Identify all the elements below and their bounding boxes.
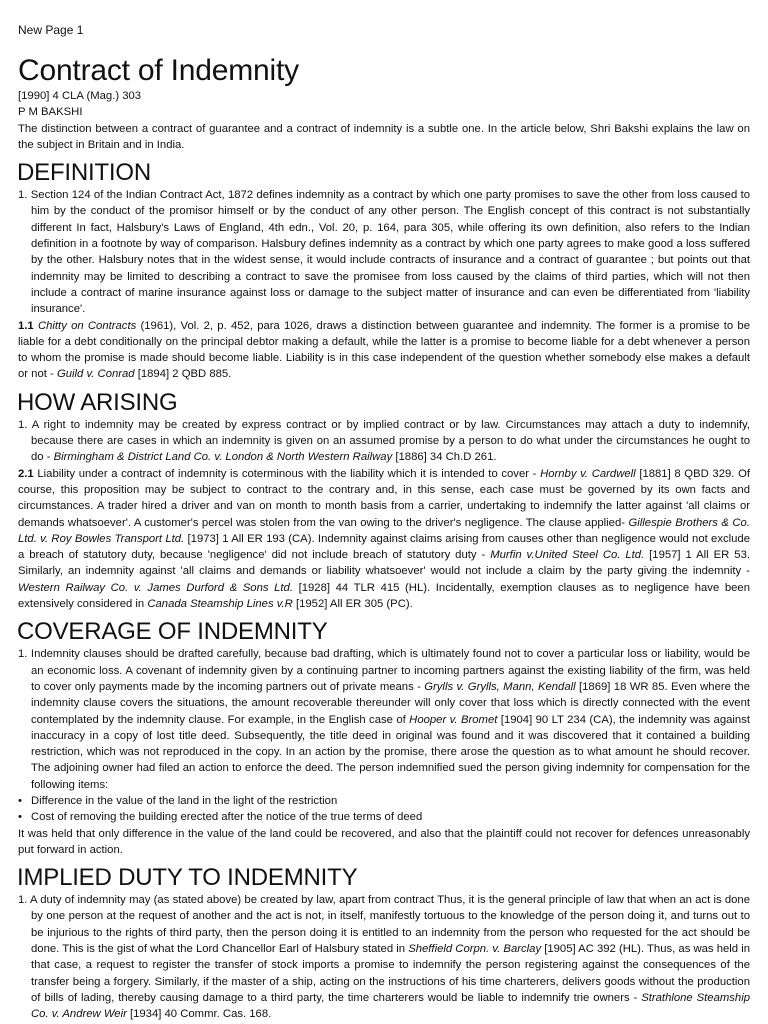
section-heading-definition: DEFINITION (17, 159, 151, 187)
case-citation: Guild v. Conrad (56, 368, 135, 381)
section-heading-how-arising: HOW ARISING (17, 388, 178, 416)
case-citation: Gillespie Brothers & Co. Ltd. v. Roy Bowles Transport Ltd. (18, 516, 750, 545)
citation: [1990] 4 CLA (Mag.) 303 (18, 90, 142, 102)
case-citation: Hornby v. Cardwell (540, 467, 636, 480)
article-title: Contract of Indemnity (18, 54, 299, 87)
subsection-number: 2.1 (18, 467, 34, 480)
paragraph-text: [1928] 44 TLR 415 (HL). Incidentally, exemption clauses as to negligence have been extensively considered in (18, 581, 750, 611)
case-citation: Strathlone Steamship Co. v. Andrew Weir (31, 991, 751, 1021)
paragraph-text: [1973] 1 All ER 193 (CA). Indemnity against claims arising from causes other than negligence would not exclude a breach of statutory duty, because 'negligence' did not include breach of statutory duty - (18, 532, 750, 562)
coverage-paragraph-1 (18, 646, 750, 793)
paragraph-text: (1961), Vol. 2, p. 452, para 1026, draws a distinction between guarantee and indemnity. The former is a promise to be liable for a debt conditionally on the principal debtor making a default, while the latter is a promise to become liable for a debt whenever a person to whom the promise is made should become liable. Liability is in this case independent of the question whether somebody else makes a default or not - (18, 319, 750, 381)
paragraph-text: 1. A right to indemnity may be created by express contract or by implied contract or by law. Circumstances may attach a duty to indemnify, because there are cases in which an indemnity is given on an assumed promise by a person to do what under the circumstances he ought to do - (18, 418, 750, 464)
case-citation: Chitty on Contracts (37, 319, 137, 332)
case-citation: Birmingham & District Land Co. v. London & North Western Railway (53, 451, 393, 464)
paragraph-text: [1934] 40 Commr. Cas. 168. (126, 1008, 272, 1021)
case-citation: Grylls v. Grylls, Mann, Kendall (424, 680, 576, 693)
document-page (18, 14, 750, 1023)
arising-paragraph-1 (18, 417, 750, 466)
coverage-conclusion: It was held that only difference in the value of the land could be recovered, and also that the plaintiff could not recover for defences unreasonably put forward in action. (18, 827, 750, 856)
case-citation: Western Railway Co. v. James Durford & Sons Ltd. (18, 581, 293, 594)
paragraph-text: [1905] AC 392 (HL). Thus, as was held in that case, a request to register the transfer of stock imports a promise to indemnify the person registering against the consequences of the transfer being a forgery. Similarly, if the master of a ship, acting on the instructions of his time charterers, delivers goods without the production of bills of lading, thereby causing damage to a third party, the time charterers would be liable to indemnify trie owners - (31, 943, 750, 1004)
case-citation: Murfin v.United Steel Co. Ltd. (490, 549, 645, 562)
paragraph-text: [1881] 8 QBD 329. Of course, this proposition may be subject to contract to the contrary and, in this sense, each case must be governed by its own facts and circumstances. A trader hired a driver and van on month to month basis from a carrier, undertaking to indemnify the latter against 'all claims or demands whatsoever'. A customer's percel was stolen from the van owing to the driver's negligence. The clause applied- (18, 467, 750, 529)
paragraph-text: [1904] 90 LT 234 (CA), the indemnity was against inaccuracy in a copy of lost title deed. Subsequently, the title deed in original was found and it was discovered that it contained a building restriction, which was not reproduced in the copy. In an action by the promise, there arose the question as to what amount he should recover. The adjoining owner had filed an action to enforce the deed. The person indemnified sued the person giving indemnity for compensation for the following items: (31, 713, 750, 791)
paragraph-text: [1957] 1 All ER 53. Similarly, an indemnity against 'all claims and demands or liability whatsoever' would not include a claim by the party giving the indemnity - (18, 549, 751, 578)
subsection-number: 1.1 (18, 319, 34, 332)
paragraph-text: [1886] 34 Ch.D 261. (392, 451, 497, 464)
list-item: • Cost of removing the building erected after the notice of the true terms of deed (18, 809, 750, 825)
case-citation: Sheffield Corpn. v. Barclay (408, 943, 542, 956)
paragraph-text: 1. Indemnity clauses should be drafted carefully, because bad drafting, which is ultimately found not to cover a particular loss or liability, would be an economic loss. A covenant of indemnity given by a continuing partner to incoming partners against the existing liability of the firm, was held to cover only payments made by the incoming partners out of private means - (18, 648, 750, 693)
paragraph-text: [1894] 2 QBD 885. (134, 368, 232, 381)
author: P M BAKSHI (18, 106, 83, 119)
paragraph-text: 1. A duty of indemnity may (as stated above) be created by law, apart from contract Thus, it is the general principle of law that when an act is done by one person at the request of another and the act is not, in itself, manifestly tortuous to the knowledge of the person doing it, and turns out to be injurious to the rights of third party, then the person doing it is entitled to an indemnity from the person who requested for the act should be done. This is the gist of what the Lord Chancellor Earl of Halsbury stated in (18, 894, 750, 956)
page-tab-title: New Page 1 (18, 23, 84, 37)
case-citation: Hooper v. Bromet (409, 713, 498, 726)
section-heading-coverage: COVERAGE OF INDEMNITY (17, 618, 328, 646)
paragraph-text: Liability under a contract of indemnity is coterminous with the liability which it is intended to cover - (33, 467, 541, 480)
arising-paragraph-2-1 (18, 466, 750, 613)
intro-paragraph: The distinction between a contract of guarantee and a contract of indemnity is a subtle one. In the article below, Shri Bakshi explains the law on the subject in Britain and in India. (18, 122, 750, 151)
paragraph-text: [1952] All ER 305 (PC). (292, 598, 413, 611)
case-citation: Canada Steamship Lines v.R (147, 598, 293, 611)
implied-paragraph-1 (18, 892, 750, 1022)
definition-paragraph-1-1 (18, 318, 750, 383)
paragraph-text: [1869] 18 WR 85. Even where the indemnity clause covers the situations, the amount recoverable thereunder will only cover that loss which is directly connected with the event contemplated by the indemnity clause. For example, in the English case of (31, 680, 750, 726)
definition-paragraph-1: 1. Section 124 of the Indian Contract Act, 1872 defines indemnity as a contract by which one party promises to save the other from loss caused to him by the conduct of the promisor himself or by the conduct of any other person. The English concept of this contract is not substantially different In fact, Halsbury's Laws of England, 4th edn., Vol. 20, p. 164, para 305, while offering its own definition, also refers to the Indian definition in a footnote by way of comparison. Halsbury defines indemnity as a contract by which one party agrees to make good a loss suffered by the other. Halsbury notes that in the widest sense, it would include contracts of insurance and a contract of guarantee ; but points out that indemnity may be limited to describing a contract to save the promisee from loss caused by the claims of third parties, which will not then include a contract of marine insurance against loss or damage to the subject matter of insurance and can even be differentiated from 'liability insurance'. (18, 189, 750, 316)
section-heading-implied-duty: IMPLIED DUTY TO INDEMNITY (17, 864, 358, 892)
list-item: • Difference in the value of the land in the light of the restriction (18, 793, 750, 809)
coverage-bullet-list (18, 793, 750, 826)
